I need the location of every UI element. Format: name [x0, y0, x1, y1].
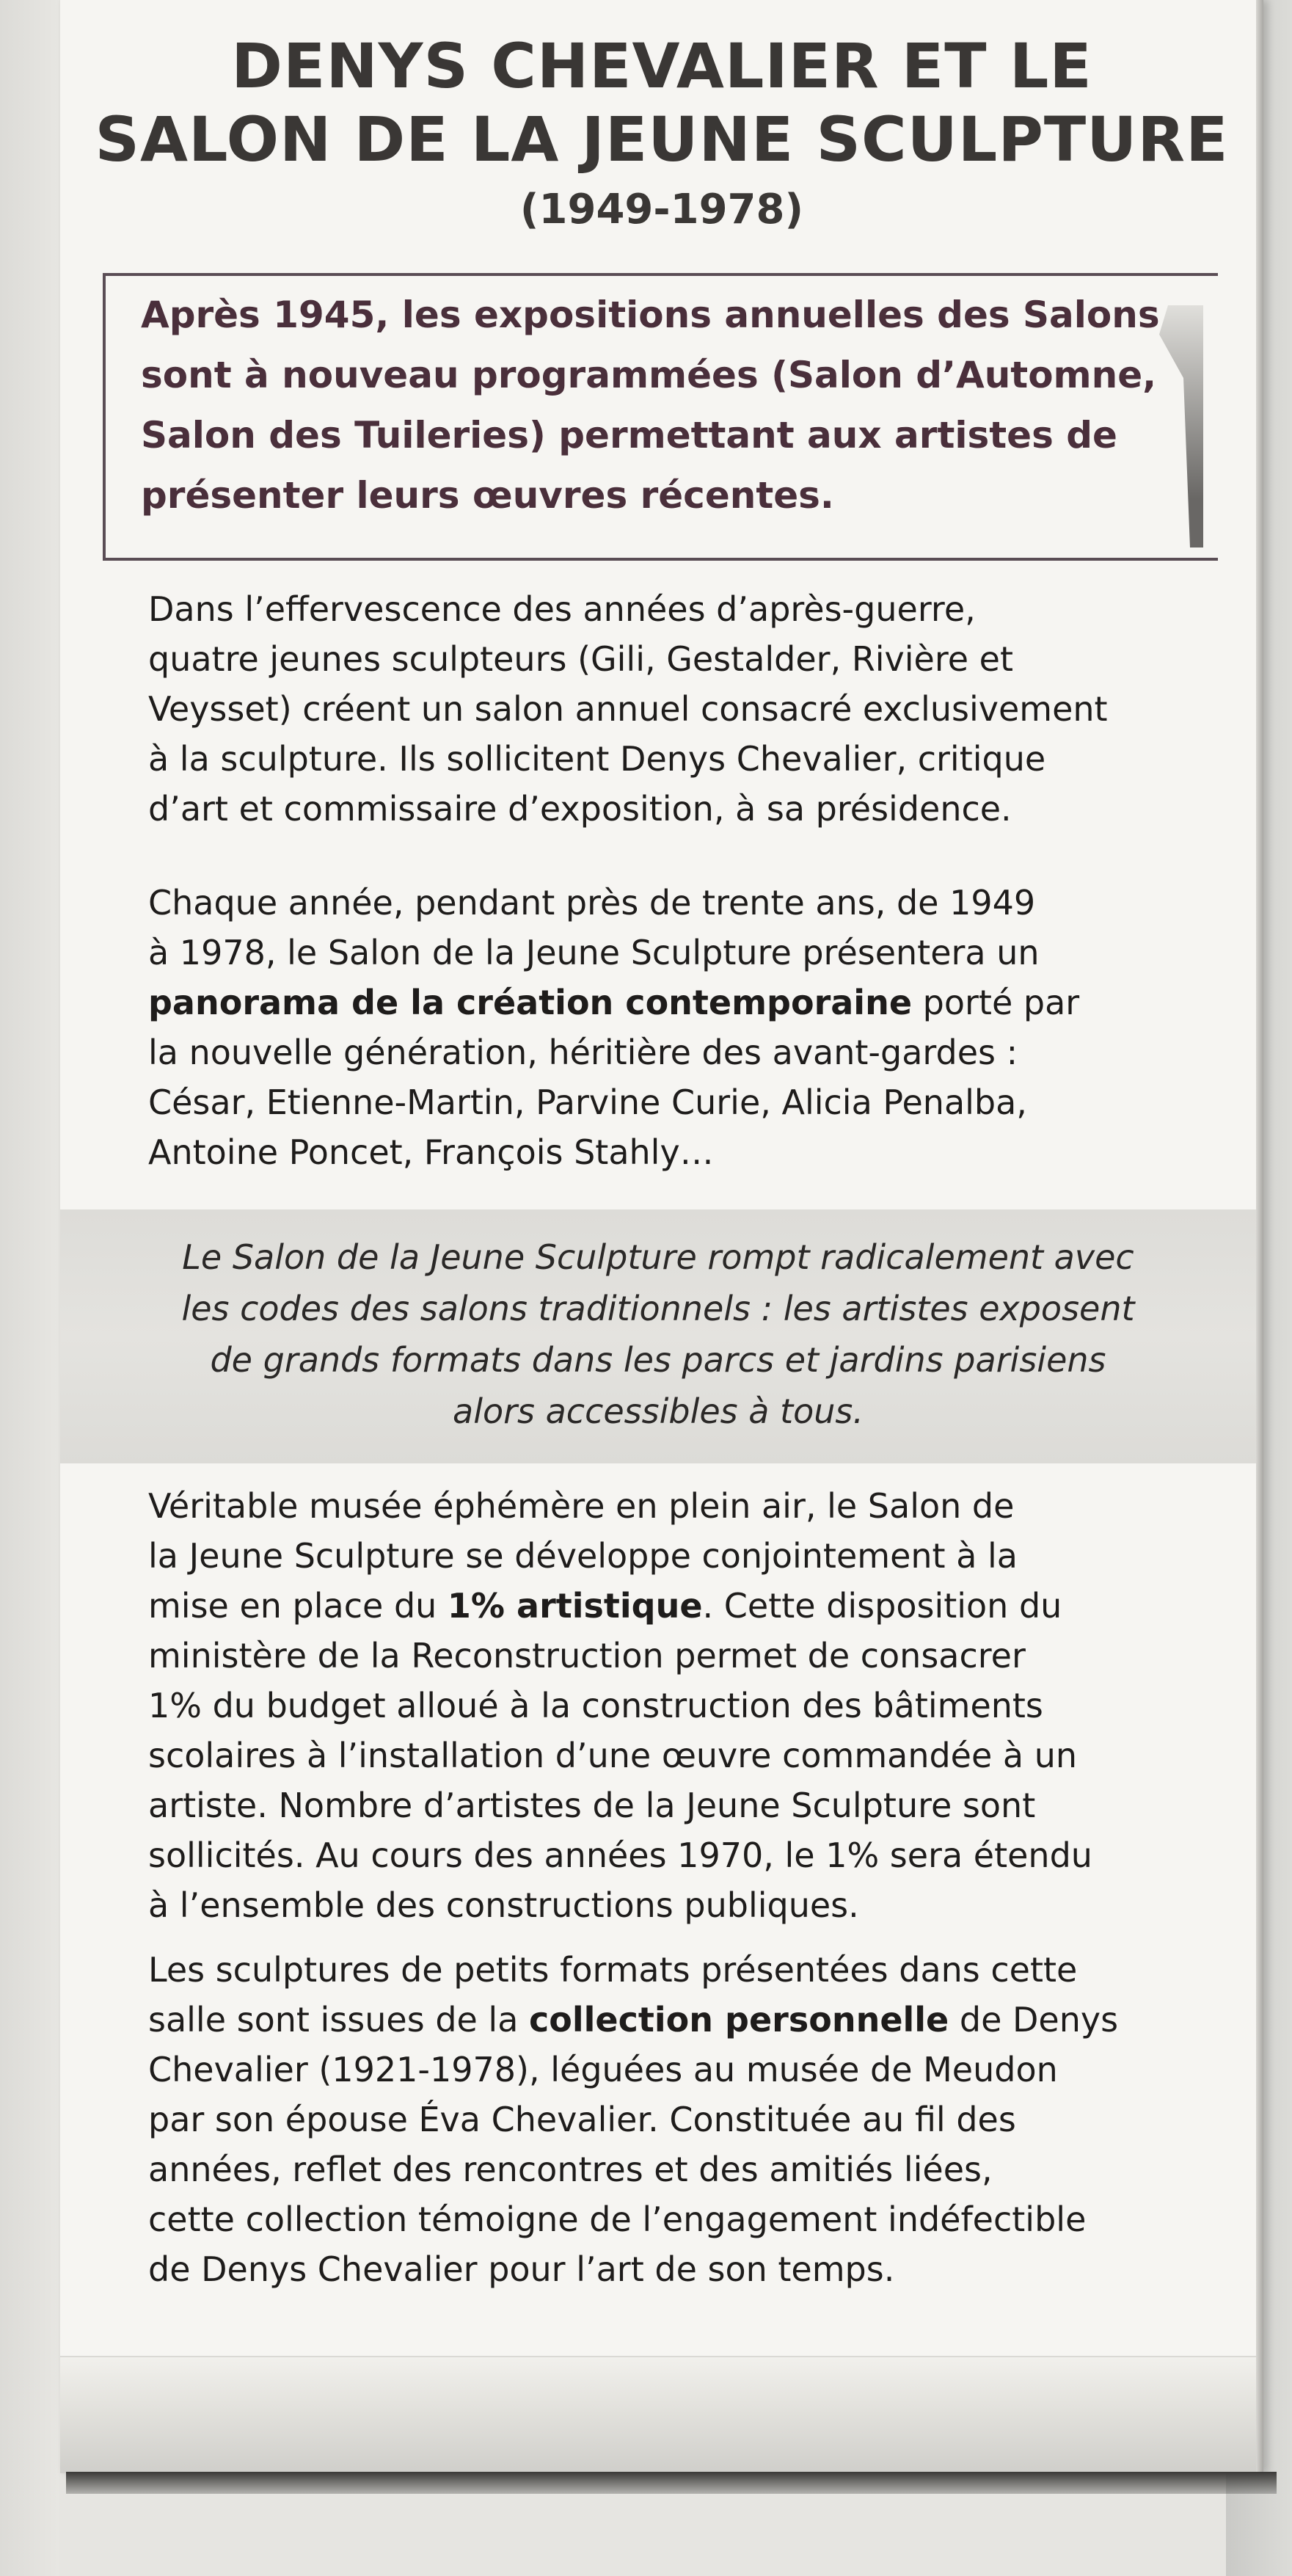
paragraph-3-line: la Jeune Sculpture se développe conjointement à la: [148, 1536, 1018, 1576]
paragraph-4-line: par son épouse Éva Chevalier. Constituée au fil des: [148, 2100, 1016, 2139]
paragraph-4-line: cette collection témoigne de l’engagement indéfectible: [148, 2200, 1087, 2239]
highlight-panorama: panorama de la création contemporaine: [148, 983, 913, 1022]
banner-bottom-roll: [60, 2356, 1256, 2473]
paragraph-1-line: Veysset) créent un salon annuel consacré exclusivement: [148, 689, 1108, 729]
paragraph-4-line: de Denys: [949, 2000, 1119, 2040]
quote-line: de grands formats dans les parcs et jardins parisiens: [210, 1340, 1106, 1380]
intro-line-3: Salon des Tuileries) permettant aux artistes de: [141, 414, 1117, 456]
paragraph-4-line: de Denys Chevalier pour l’art de son temps.: [148, 2249, 895, 2289]
highlight-collection: collection personnelle: [529, 2000, 949, 2040]
paragraph-4-line: années, reflet des rencontres et des amitiés liées,: [148, 2150, 993, 2189]
paragraph-4-line: Chevalier (1921-1978), léguées au musée de Meudon: [148, 2050, 1058, 2089]
paragraph-1-line: d’art et commissaire d’exposition, à sa présidence.: [148, 789, 1012, 829]
paragraph-2-line: la nouvelle génération, héritière des avant-gardes :: [148, 1033, 1018, 1072]
title-years: (1949-1978): [519, 186, 804, 233]
paragraph-1-line: quatre jeunes sculpteurs (Gili, Gestalder, Rivière et: [148, 639, 1014, 679]
intro-text: [141, 285, 1197, 525]
paragraph-2-line: à 1978, le Salon de la Jeune Sculpture présentera un: [148, 933, 1040, 972]
quote-line: Le Salon de la Jeune Sculpture rompt radicalement avec: [182, 1237, 1134, 1277]
intro-line-4: présenter leurs œuvres récentes.: [141, 474, 834, 517]
title-line-1: DENYS CHEVALIER ET LE: [231, 30, 1092, 102]
paragraph-2: [148, 878, 1227, 1177]
paragraph-2-line: César, Etienne-Martin, Parvine Curie, Alicia Penalba,: [148, 1083, 1027, 1122]
paragraph-3-line: . Cette disposition du: [702, 1586, 1062, 1626]
paragraph-4-line: Les sculptures de petits formats présentées dans cette: [148, 1950, 1078, 1990]
paragraph-3-line: ministère de la Reconstruction permet de consacrer: [148, 1636, 1026, 1676]
paragraph-3-line: scolaires à l’installation d’une œuvre commandée à un: [148, 1736, 1078, 1775]
highlight-1-percent: 1% artistique: [447, 1586, 703, 1626]
paragraph-3-line: 1% du budget alloué à la construction des bâtiments: [148, 1686, 1043, 1725]
paragraph-1: [148, 584, 1227, 834]
banner-edge: [1256, 0, 1263, 2473]
paragraph-3-line: Véritable musée éphémère en plein air, le Salon de: [148, 1486, 1015, 1526]
paragraph-4-line: salle sont issues de la: [148, 2000, 530, 2040]
quote-line: les codes des salons traditionnels : les artistes exposent: [181, 1289, 1135, 1328]
paragraph-3-line: mise en place du: [148, 1586, 448, 1626]
quote-text: [119, 1231, 1197, 1437]
intro-line-1: Après 1945, les expositions annuelles des Salons: [141, 294, 1160, 336]
wall-left: [0, 0, 59, 2576]
title-line-2: SALON DE LA JEUNE SCULPTURE: [95, 103, 1229, 175]
banner-title: [60, 29, 1263, 239]
paragraph-2-line: Antoine Poncet, François Stahly…: [148, 1132, 714, 1172]
paragraph-3-line: artiste. Nombre d’artistes de la Jeune Sculpture sont: [148, 1786, 1036, 1825]
paragraph-2-line: porté par: [912, 983, 1080, 1022]
paragraph-3-line: à l’ensemble des constructions publiques.: [148, 1885, 859, 1925]
paragraph-4: [148, 1945, 1227, 2294]
quote-line: alors accessibles à tous.: [453, 1391, 864, 1431]
exhibition-banner: [60, 0, 1263, 2473]
paragraph-3-line: sollicités. Au cours des années 1970, le 1% sera étendu: [148, 1835, 1092, 1875]
paragraph-3: [148, 1481, 1227, 1930]
paragraph-1-line: Dans l’effervescence des années d’après-guerre,: [148, 589, 976, 629]
paragraph-2-line: Chaque année, pendant près de trente ans, de 1949: [148, 883, 1036, 923]
banner-shadow: [66, 2472, 1277, 2494]
intro-line-2: sont à nouveau programmées (Salon d’Automne,: [141, 354, 1157, 396]
paragraph-1-line: à la sculpture. Ils sollicitent Denys Chevalier, critique: [148, 739, 1046, 779]
